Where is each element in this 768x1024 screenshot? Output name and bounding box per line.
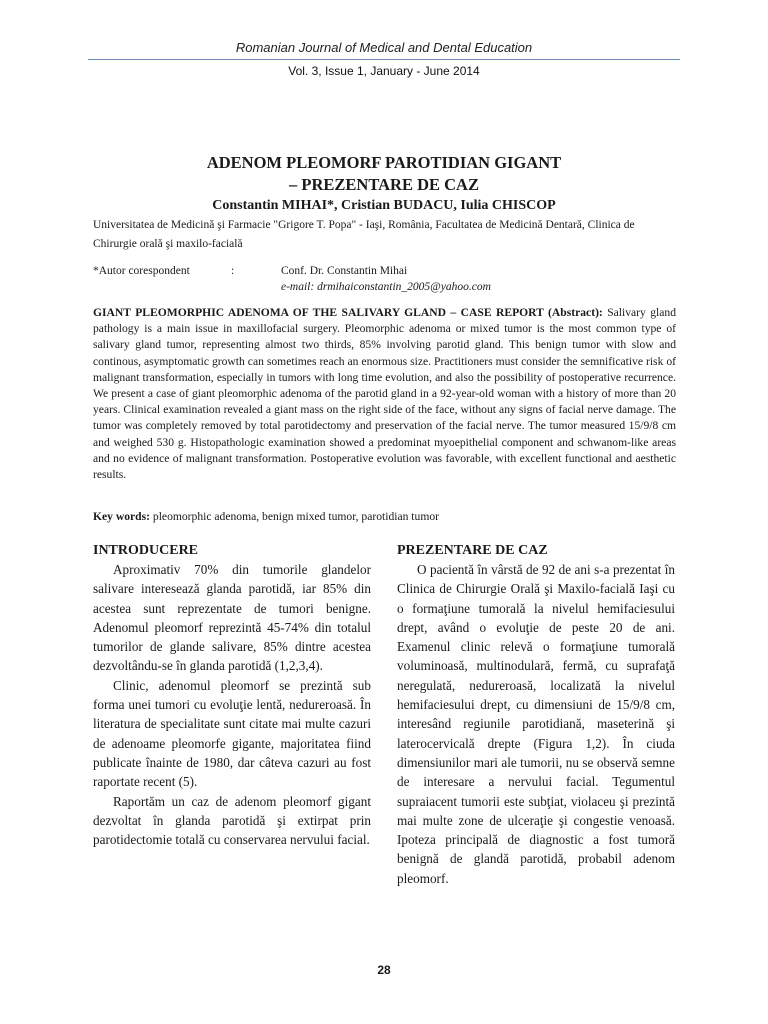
introduction-paragraph: Aproximativ 70% din tumorile glandelor salivare interesează glanda parotidă, iar 85% din acestea sunt reprezentate de tumori benigne. Adenomul pleomorf reprezintă 45-74% din totalul tumorilor de glande salivare, 85% dintre acestea dezvoltându-se în glanda parotidă (1,2,3,4). [93, 562, 371, 674]
journal-header [88, 40, 680, 78]
abstract-title: GIANT PLEOMORPHIC ADENOMA OF THE SALIVARY GLAND – CASE REPORT (Abstract): [93, 306, 603, 319]
volume-info: Vol. 3, Issue 1, January - June 2014 [288, 64, 480, 78]
journal-name: Romanian Journal of Medical and Dental Education [235, 40, 533, 55]
introduction-column [93, 541, 371, 849]
case-paragraph: O pacientă în vârstă de 92 de ani s-a prezentat în Clinica de Chirurgie Orală şi Maxilo-facială Iaşi cu o formaţiune tumorală la nivelul hemifaciesului drept, având o evoluţie de peste 20 de ani. Examenul clinic relevă o formaţiune tumorală voluminoasă, multinodulară, fermă, cu suprafaţă neregulată, nedureroasă, localizată la nivelul hemifaciesului drept, cu dimensiuni de 15/9/8 cm, interesând regiunile parotidiană, maseterină şi laterocervicală drepte (Figura 1,2). În ciuda dimensiunilor mari ale tumorii, nu se observă semne de interesare a nervului facial. Tegumentul supraiacent tumorii este subţiat, violaceu şi prezintă mai multe zone de ulceraţie şi congestie venoasă. Ipoteza principală de diagnostic a fost tumoră benignă de glandă parotidă, probabil adenom pleomorf. [397, 562, 675, 886]
affiliation: Universitatea de Medicină şi Farmacie "Grigore T. Popa" - Iaşi, România, Facultatea de Medicină Dentară, Clinica de Chirurgie orală şi maxilo-facială [93, 219, 635, 250]
case-column [397, 541, 675, 888]
case-heading: PREZENTARE DE CAZ [397, 543, 548, 558]
article-title-block [90, 152, 678, 214]
keywords-label: Key words: [93, 510, 150, 523]
introduction-paragraph: Clinic, adenomul pleomorf se prezintă sub forma unei tumori cu evoluţie lentă, nedureroasă. În literatura de specialitate sunt citate mai multe cazuri de adenoame pleomorfe gigante, majoritatea fiind publicate înainte de 1980, dar câteva cazuri au fost raportate recent (5). [93, 677, 371, 790]
header-divider [88, 59, 680, 60]
corresponding-name: Conf. Dr. Constantin Mihai [281, 265, 408, 277]
corresponding-colon: : [231, 265, 235, 277]
corresponding-label: *Autor corespondent [93, 265, 190, 277]
page-number: 28 [377, 963, 391, 977]
article-title-line-1: ADENOM PLEOMORF PAROTIDIAN GIGANT [206, 153, 562, 172]
article-title-line-2: – PREZENTARE DE CAZ [289, 175, 479, 194]
authors: Constantin MIHAI*, Cristian BUDACU, Iulia CHISCOP [212, 198, 556, 213]
introduction-heading: INTRODUCERE [93, 543, 199, 558]
keywords-text: pleomorphic adenoma, benign mixed tumor, parotidian tumor [152, 510, 439, 523]
introduction-paragraph: Raportăm un caz de adenom pleomorf gigant dezvoltat în glanda parotidă şi extirpat prin parotidectomie totală cu conservarea nervului facial. [93, 793, 371, 848]
abstract [93, 305, 676, 483]
corresponding-email[interactable]: e-mail: drmihaiconstantin_2005@yahoo.com [281, 281, 491, 293]
keywords [93, 510, 676, 523]
abstract-text: Salivary gland pathology is a main issue in maxillofacial surgery. Pleomorphic adenoma or mixed tumor is the most common type of salivary gland tumor, representing almost two thirds, 85% involving parotid gland. This benign tumor with slow and continous, asymptomatic growth can sometimes reach an enormous size. Practitioners must consider the semnificative risk of malignant transformation, especially in tumors with long time evolution, and also the possibility of postoperative recurrence. We present a case of giant pleomorphic adenoma of the parotid gland in a 92-year-old woman with a history of more than 20 years. Clinical examination revealed a giant mass on the right side of the face, without any signs of facial nerve damage. The tumor was completely removed by total parotidectomy and preservation of the facial nerve. The tumor measured 15/9/8 cm and weighed 530 g. Histopathologic examination showed a predominat myoepithelial component and schwanom-like areas and no evidence of malignant transformation. Postoperative evolution was favorable, with excellent functional and aesthetic results. [93, 306, 676, 482]
